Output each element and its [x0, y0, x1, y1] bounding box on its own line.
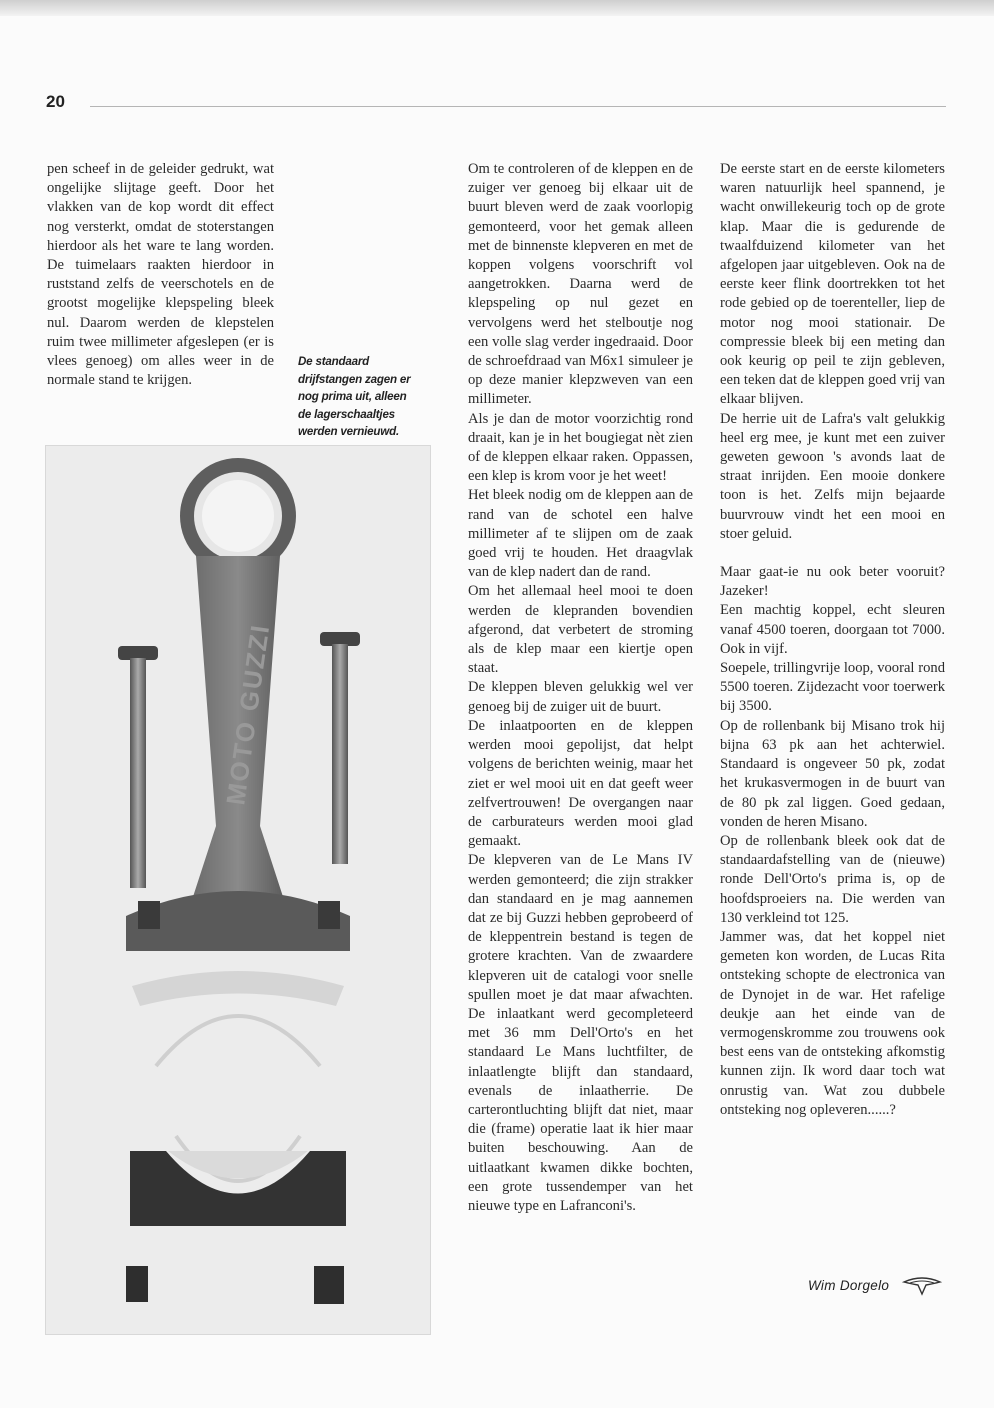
paragraph: Om te controleren of de kleppen en de zuiger ver genoeg bij elkaar uit de buurt bleven werd de zaak voorlopig gemonteerd, voor het gemak alleen met de binnenste klepveren en met de koppen volgens voorschrift vol aangetrokken. Daarna werd de klepspeling op nul gezet en vervolgens werd het stelboutje nog een volle slag verder ingedraaid. Door de schroefdraad van M6x1 simuleer je op deze manier klepzweven van een millimeter.: [468, 161, 693, 408]
page-number: 20: [46, 92, 65, 111]
photo-caption: De standaard drijfstangen zagen er nog prima uit, alleen de lagerschaaltjes werden vernieuwd.: [298, 355, 411, 438]
connecting-rod-photo: [45, 445, 431, 1335]
text-column-4: [720, 160, 945, 1120]
rod-engraving: MOTO GUZZI: [220, 621, 276, 807]
paragraph: Het bleek nodig om de kleppen aan de rand van de schotel een halve millimeter af te slijpen om de zaak goed vrij te houden. Het draagvlak van de klep nadert dan de rand.: [468, 487, 693, 581]
top-edge-bar: [0, 0, 994, 16]
paragraph: Jammer was, dat het koppel niet gemeten kon worden, de Lucas Rita ontsteking schopte de electronica van de Dynojet in de war. Het rafelige deukje aan het einde van de vermogenskromme zou trouwens ook best eens van de ontsteking afkomstig kunnen zijn. Ik word daar toch wat onrustig van. Wat zou dubbele ontsteking nog opleveren......?: [720, 928, 945, 1118]
paragraph: pen scheef in de geleider gedrukt, wat ongelijke slijtage geeft. Door het vlakken van de kop wordt dit effect nog versterkt, omdat de stoterstangen hierdoor als het ware te lang worden. De tuimelaars raakten hierdoor in ruststand zelfs de veerschotels en de grootst mogelijke klepspeling bleek nul. Daarom werden de klepstelen ruim twee millimeter afgeslepen (er is vlees genoeg) om alles weer in de normale stand te krijgen.: [47, 161, 274, 389]
paragraph: De inlaatpoorten en de kleppen werden mooi gepolijst, dat helpt volgens de berichten weinig, maar het ziet er wel mooi uit en dat geeft weer zelfvertrouwen! De overgangen naar de carburateurs werden mooi glad gemaakt.: [468, 717, 693, 850]
paragraph: De kleppen bleven gelukkig wel ver genoeg bij de zuiger uit de buurt.: [468, 679, 693, 715]
paragraph: De herrie uit de Lafra's valt gelukkig heel erg mee, je kunt met een zuiver geweten gewoon 's avonds laat de straat inrijden. Een mooie donkere toon is het. Zelfs mijn bejaarde buurvrouw vindt het een mooi en stoer geluid.: [720, 410, 945, 542]
paragraph: Op de rollenbank bleek ook dat de standaardafstelling van de (nieuwe) ronde Dell'Orto's prima is, op de hoofdsproeiers na. Die werden van 130 verkleind tot 125.: [720, 832, 945, 926]
paragraph: Een machtig koppel, echt sleuren vanaf 4500 toeren, doorgaan tot 7000. Ook in vijf.: [720, 602, 945, 657]
paragraph: Op de rollenbank bij Misano trok hij bijna 63 pk aan het achterwiel. Standaard is ongeveer 50 pk, zodat het krukasvermogen in de buurt van de 80 pk zal liggen. Goed gedaan, vonden de heren Misano.: [720, 717, 945, 830]
header-rule: [90, 106, 946, 107]
paragraph: Als je dan de motor voorzichtig rond draait, kan je in het bougiegat nèt zien of de kleppen elkaar raken. Oppassen, een klep is krom voor je het weet!: [468, 410, 693, 485]
paragraph: Om het allemaal heel mooi te doen werden de klepranden bovendien afgerond, dat verbetert de stroming als de klep maar een kiertje open staat.: [468, 583, 693, 677]
paragraph: Soepele, trillingvrije loop, vooral rond 5500 toeren. Zijdezacht voor toerwerk bij 3500.: [720, 660, 945, 715]
text-column-1: [47, 160, 274, 390]
guzzi-eagle-icon: [902, 1276, 942, 1303]
paragraph: Maar gaat-ie nu ook beter vooruit? Jazeker!: [720, 564, 945, 600]
paragraph: De eerste start en de eerste kilometers waren natuurlijk heel spannend, je wacht onwillekeurig toch op de grote klap. Maar die is gedurende de twaalfduizend kilometer van het afgelopen jaar uitgebleven. Ook na de eerste keer flink doortrekken tot het rode gebied op de toerenteller, liep de motor nog mooi stationair. De compressie bleek bij een meting dan ook keurig op peil te zijn gebleven, een teken dat de kleppen goed vrij van elkaar blijven.: [720, 161, 945, 408]
author-signature: Wim Dorgelo: [808, 1278, 890, 1293]
text-column-3: [468, 160, 693, 1216]
paragraph: De klepveren van de Le Mans IV werden gemonteerd; die zijn strakker dan standaard en je mag aannemen dat ze bij Guzzi hebben geprobeerd of de kleppentrein bestand is tegen de grotere krachten. Van de zwaardere klepveren uit de catalogi voor snelle spullen moet je dat maar afwachten. De inlaatkant werd gecompleteerd met 36 mm Dell'Orto's en het standaard Le Mans luchtfilter, de inlaatlengte blijft dan standaard, evenals de inlaatherrie. De carterontluchting blijft dat niet, maar die (frame) operatie laat ik hier maar buiten beschouwing. Aan de uitlaatkant kwamen dikke bochten, een grote tussendemper van het nieuwe type en Lafranconi's.: [468, 852, 693, 1214]
